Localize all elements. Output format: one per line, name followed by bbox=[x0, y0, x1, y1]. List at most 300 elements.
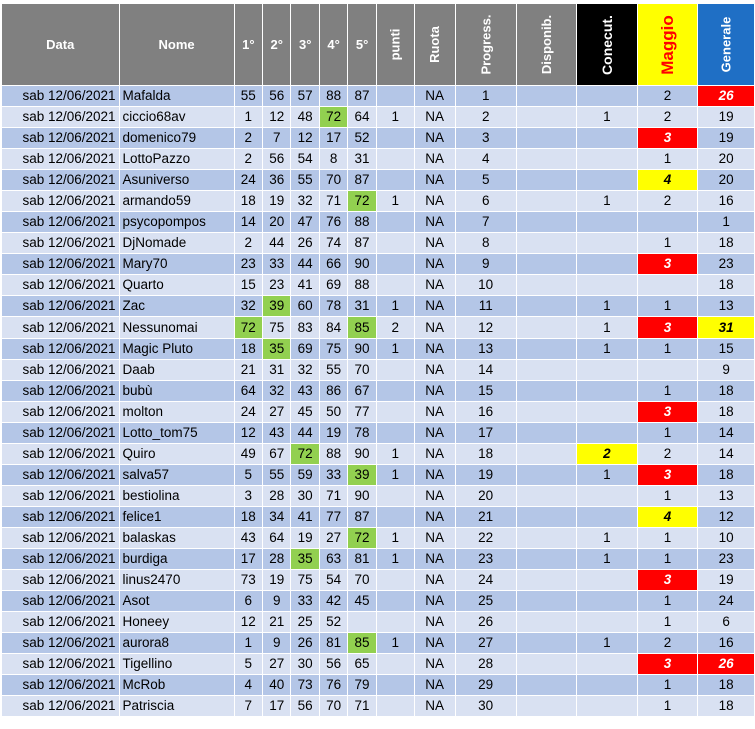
cell-n1[interactable]: 5 bbox=[234, 465, 262, 486]
cell-maggio[interactable]: 4 bbox=[637, 507, 698, 528]
cell-punti[interactable] bbox=[376, 402, 414, 423]
cell-ruota[interactable]: NA bbox=[414, 675, 455, 696]
cell-punti[interactable] bbox=[376, 507, 414, 528]
cell-maggio[interactable]: 1 bbox=[637, 149, 698, 170]
cell-n4[interactable]: 71 bbox=[319, 486, 347, 507]
cell-n1[interactable]: 55 bbox=[234, 86, 262, 107]
cell-n1[interactable]: 73 bbox=[234, 570, 262, 591]
cell-nome[interactable]: salva57 bbox=[119, 465, 234, 486]
cell-ruota[interactable]: NA bbox=[414, 191, 455, 212]
cell-nome[interactable]: Asuniverso bbox=[119, 170, 234, 191]
header-conecut[interactable] bbox=[576, 4, 637, 86]
cell-maggio[interactable]: 1 bbox=[637, 486, 698, 507]
cell-n3[interactable]: 19 bbox=[291, 528, 319, 549]
cell-nome[interactable]: ciccio68av bbox=[119, 107, 234, 128]
cell-maggio[interactable]: 1 bbox=[637, 549, 698, 570]
cell-n2[interactable]: 40 bbox=[263, 675, 291, 696]
cell-n5[interactable]: 90 bbox=[348, 486, 376, 507]
cell-progress[interactable]: 22 bbox=[455, 528, 516, 549]
cell-generale[interactable]: 18 bbox=[698, 275, 755, 296]
cell-nome[interactable]: DjNomade bbox=[119, 233, 234, 254]
cell-generale[interactable]: 23 bbox=[698, 254, 755, 275]
cell-maggio[interactable]: 3 bbox=[637, 317, 698, 339]
cell-data[interactable]: sab 12/06/2021 bbox=[2, 296, 120, 317]
cell-n1[interactable]: 43 bbox=[234, 528, 262, 549]
cell-conecut[interactable] bbox=[576, 654, 637, 675]
cell-n5[interactable]: 70 bbox=[348, 570, 376, 591]
cell-ruota[interactable]: NA bbox=[414, 107, 455, 128]
cell-generale[interactable]: 18 bbox=[698, 696, 755, 717]
cell-n4[interactable]: 8 bbox=[319, 149, 347, 170]
cell-n4[interactable]: 88 bbox=[319, 444, 347, 465]
cell-n1[interactable]: 2 bbox=[234, 128, 262, 149]
cell-maggio[interactable]: 1 bbox=[637, 528, 698, 549]
cell-n3[interactable]: 55 bbox=[291, 170, 319, 191]
cell-n2[interactable]: 44 bbox=[263, 233, 291, 254]
cell-conecut[interactable] bbox=[576, 212, 637, 233]
cell-n3[interactable]: 30 bbox=[291, 486, 319, 507]
cell-n1[interactable]: 24 bbox=[234, 402, 262, 423]
cell-punti[interactable] bbox=[376, 86, 414, 107]
cell-punti[interactable] bbox=[376, 149, 414, 170]
cell-maggio[interactable]: 1 bbox=[637, 381, 698, 402]
cell-data[interactable]: sab 12/06/2021 bbox=[2, 149, 120, 170]
cell-conecut[interactable]: 1 bbox=[576, 339, 637, 360]
cell-progress[interactable]: 24 bbox=[455, 570, 516, 591]
cell-punti[interactable] bbox=[376, 254, 414, 275]
cell-ruota[interactable]: NA bbox=[414, 128, 455, 149]
cell-conecut[interactable]: 2 bbox=[576, 444, 637, 465]
cell-disponib[interactable] bbox=[516, 128, 576, 149]
cell-data[interactable]: sab 12/06/2021 bbox=[2, 107, 120, 128]
cell-nome[interactable]: psycopompos bbox=[119, 212, 234, 233]
cell-data[interactable]: sab 12/06/2021 bbox=[2, 402, 120, 423]
cell-data[interactable]: sab 12/06/2021 bbox=[2, 654, 120, 675]
cell-disponib[interactable] bbox=[516, 591, 576, 612]
cell-conecut[interactable] bbox=[576, 507, 637, 528]
cell-disponib[interactable] bbox=[516, 612, 576, 633]
cell-generale[interactable]: 13 bbox=[698, 296, 755, 317]
cell-disponib[interactable] bbox=[516, 402, 576, 423]
cell-n2[interactable]: 67 bbox=[263, 444, 291, 465]
cell-generale[interactable]: 23 bbox=[698, 549, 755, 570]
cell-n5[interactable]: 88 bbox=[348, 275, 376, 296]
cell-ruota[interactable]: NA bbox=[414, 591, 455, 612]
cell-generale[interactable]: 15 bbox=[698, 339, 755, 360]
cell-n2[interactable]: 27 bbox=[263, 402, 291, 423]
cell-progress[interactable]: 12 bbox=[455, 317, 516, 339]
cell-data[interactable]: sab 12/06/2021 bbox=[2, 360, 120, 381]
cell-n4[interactable]: 86 bbox=[319, 381, 347, 402]
cell-n4[interactable]: 63 bbox=[319, 549, 347, 570]
cell-n1[interactable]: 1 bbox=[234, 107, 262, 128]
cell-progress[interactable]: 19 bbox=[455, 465, 516, 486]
cell-nome[interactable]: armando59 bbox=[119, 191, 234, 212]
cell-n4[interactable]: 55 bbox=[319, 360, 347, 381]
cell-nome[interactable]: McRob bbox=[119, 675, 234, 696]
cell-disponib[interactable] bbox=[516, 360, 576, 381]
cell-maggio[interactable]: 3 bbox=[637, 654, 698, 675]
cell-nome[interactable]: felice1 bbox=[119, 507, 234, 528]
cell-n5[interactable]: 67 bbox=[348, 381, 376, 402]
cell-nome[interactable]: Tigellino bbox=[119, 654, 234, 675]
cell-n3[interactable]: 32 bbox=[291, 360, 319, 381]
cell-n3[interactable]: 35 bbox=[291, 549, 319, 570]
cell-progress[interactable]: 7 bbox=[455, 212, 516, 233]
cell-punti[interactable] bbox=[376, 233, 414, 254]
cell-ruota[interactable]: NA bbox=[414, 233, 455, 254]
cell-conecut[interactable] bbox=[576, 170, 637, 191]
cell-ruota[interactable]: NA bbox=[414, 149, 455, 170]
cell-n1[interactable]: 15 bbox=[234, 275, 262, 296]
cell-maggio[interactable]: 3 bbox=[637, 128, 698, 149]
cell-data[interactable]: sab 12/06/2021 bbox=[2, 339, 120, 360]
cell-n5[interactable]: 87 bbox=[348, 507, 376, 528]
cell-generale[interactable]: 19 bbox=[698, 128, 755, 149]
cell-generale[interactable]: 6 bbox=[698, 612, 755, 633]
cell-n2[interactable]: 17 bbox=[263, 696, 291, 717]
cell-n2[interactable]: 21 bbox=[263, 612, 291, 633]
cell-conecut[interactable]: 1 bbox=[576, 465, 637, 486]
cell-nome[interactable]: molton bbox=[119, 402, 234, 423]
cell-nome[interactable]: Mary70 bbox=[119, 254, 234, 275]
cell-data[interactable]: sab 12/06/2021 bbox=[2, 591, 120, 612]
cell-maggio[interactable]: 3 bbox=[637, 570, 698, 591]
cell-ruota[interactable]: NA bbox=[414, 339, 455, 360]
cell-n4[interactable]: 19 bbox=[319, 423, 347, 444]
cell-conecut[interactable] bbox=[576, 275, 637, 296]
cell-n2[interactable]: 75 bbox=[263, 317, 291, 339]
cell-progress[interactable]: 6 bbox=[455, 191, 516, 212]
cell-nome[interactable]: Patriscia bbox=[119, 696, 234, 717]
cell-nome[interactable]: bestiolina bbox=[119, 486, 234, 507]
cell-n4[interactable]: 27 bbox=[319, 528, 347, 549]
cell-progress[interactable]: 16 bbox=[455, 402, 516, 423]
cell-n4[interactable]: 76 bbox=[319, 212, 347, 233]
cell-disponib[interactable] bbox=[516, 528, 576, 549]
cell-n3[interactable]: 72 bbox=[291, 444, 319, 465]
cell-maggio[interactable]: 3 bbox=[637, 254, 698, 275]
cell-punti[interactable] bbox=[376, 381, 414, 402]
cell-n5[interactable]: 39 bbox=[348, 465, 376, 486]
cell-n1[interactable]: 24 bbox=[234, 170, 262, 191]
cell-n1[interactable]: 4 bbox=[234, 675, 262, 696]
cell-progress[interactable]: 4 bbox=[455, 149, 516, 170]
cell-conecut[interactable] bbox=[576, 570, 637, 591]
cell-n4[interactable]: 50 bbox=[319, 402, 347, 423]
cell-n1[interactable]: 1 bbox=[234, 633, 262, 654]
cell-n5[interactable]: 52 bbox=[348, 128, 376, 149]
cell-n2[interactable]: 19 bbox=[263, 570, 291, 591]
cell-conecut[interactable] bbox=[576, 128, 637, 149]
cell-n1[interactable]: 18 bbox=[234, 191, 262, 212]
cell-disponib[interactable] bbox=[516, 86, 576, 107]
cell-n3[interactable]: 69 bbox=[291, 339, 319, 360]
cell-n5[interactable]: 64 bbox=[348, 107, 376, 128]
cell-n4[interactable]: 33 bbox=[319, 465, 347, 486]
cell-maggio[interactable]: 2 bbox=[637, 107, 698, 128]
cell-ruota[interactable]: NA bbox=[414, 423, 455, 444]
cell-n4[interactable]: 70 bbox=[319, 170, 347, 191]
cell-punti[interactable] bbox=[376, 170, 414, 191]
cell-conecut[interactable] bbox=[576, 591, 637, 612]
cell-progress[interactable]: 25 bbox=[455, 591, 516, 612]
cell-generale[interactable]: 14 bbox=[698, 423, 755, 444]
cell-n5[interactable]: 45 bbox=[348, 591, 376, 612]
cell-disponib[interactable] bbox=[516, 633, 576, 654]
cell-n3[interactable]: 26 bbox=[291, 233, 319, 254]
cell-n3[interactable]: 41 bbox=[291, 507, 319, 528]
cell-disponib[interactable] bbox=[516, 149, 576, 170]
cell-data[interactable]: sab 12/06/2021 bbox=[2, 191, 120, 212]
cell-generale[interactable]: 18 bbox=[698, 233, 755, 254]
cell-nome[interactable]: Nessunomai bbox=[119, 317, 234, 339]
cell-maggio[interactable] bbox=[637, 212, 698, 233]
cell-n2[interactable]: 56 bbox=[263, 149, 291, 170]
cell-progress[interactable]: 23 bbox=[455, 549, 516, 570]
cell-n5[interactable]: 77 bbox=[348, 402, 376, 423]
cell-disponib[interactable] bbox=[516, 254, 576, 275]
cell-disponib[interactable] bbox=[516, 317, 576, 339]
cell-n1[interactable]: 14 bbox=[234, 212, 262, 233]
cell-generale[interactable]: 19 bbox=[698, 570, 755, 591]
cell-ruota[interactable]: NA bbox=[414, 317, 455, 339]
cell-n1[interactable]: 2 bbox=[234, 233, 262, 254]
cell-n2[interactable]: 19 bbox=[263, 191, 291, 212]
cell-progress[interactable]: 21 bbox=[455, 507, 516, 528]
cell-generale[interactable]: 14 bbox=[698, 444, 755, 465]
cell-n2[interactable]: 28 bbox=[263, 549, 291, 570]
cell-generale[interactable]: 18 bbox=[698, 402, 755, 423]
cell-maggio[interactable]: 4 bbox=[637, 170, 698, 191]
cell-n3[interactable]: 47 bbox=[291, 212, 319, 233]
cell-n5[interactable]: 85 bbox=[348, 317, 376, 339]
cell-n2[interactable]: 32 bbox=[263, 381, 291, 402]
cell-nome[interactable]: domenico79 bbox=[119, 128, 234, 149]
cell-n4[interactable]: 81 bbox=[319, 633, 347, 654]
cell-n1[interactable]: 7 bbox=[234, 696, 262, 717]
cell-maggio[interactable] bbox=[637, 275, 698, 296]
cell-nome[interactable]: Magic Pluto bbox=[119, 339, 234, 360]
cell-punti[interactable]: 2 bbox=[376, 317, 414, 339]
cell-conecut[interactable] bbox=[576, 360, 637, 381]
cell-conecut[interactable] bbox=[576, 402, 637, 423]
cell-n3[interactable]: 32 bbox=[291, 191, 319, 212]
cell-n4[interactable]: 76 bbox=[319, 675, 347, 696]
cell-nome[interactable]: LottoPazzo bbox=[119, 149, 234, 170]
cell-n3[interactable]: 57 bbox=[291, 86, 319, 107]
cell-progress[interactable]: 13 bbox=[455, 339, 516, 360]
cell-n4[interactable]: 72 bbox=[319, 107, 347, 128]
cell-n1[interactable]: 2 bbox=[234, 149, 262, 170]
cell-nome[interactable]: burdiga bbox=[119, 549, 234, 570]
cell-punti[interactable] bbox=[376, 654, 414, 675]
cell-n2[interactable]: 43 bbox=[263, 423, 291, 444]
cell-conecut[interactable]: 1 bbox=[576, 633, 637, 654]
cell-ruota[interactable]: NA bbox=[414, 170, 455, 191]
cell-progress[interactable]: 18 bbox=[455, 444, 516, 465]
cell-n3[interactable]: 75 bbox=[291, 570, 319, 591]
cell-n4[interactable]: 88 bbox=[319, 86, 347, 107]
cell-progress[interactable]: 9 bbox=[455, 254, 516, 275]
cell-disponib[interactable] bbox=[516, 212, 576, 233]
cell-n5[interactable]: 31 bbox=[348, 296, 376, 317]
cell-progress[interactable]: 1 bbox=[455, 86, 516, 107]
cell-n5[interactable] bbox=[348, 612, 376, 633]
cell-n4[interactable]: 75 bbox=[319, 339, 347, 360]
cell-n2[interactable]: 27 bbox=[263, 654, 291, 675]
cell-n2[interactable]: 9 bbox=[263, 633, 291, 654]
cell-nome[interactable]: Honeey bbox=[119, 612, 234, 633]
cell-generale[interactable]: 20 bbox=[698, 170, 755, 191]
cell-nome[interactable]: balaskas bbox=[119, 528, 234, 549]
cell-n5[interactable]: 87 bbox=[348, 233, 376, 254]
cell-n3[interactable]: 33 bbox=[291, 591, 319, 612]
cell-n4[interactable]: 70 bbox=[319, 696, 347, 717]
cell-conecut[interactable] bbox=[576, 423, 637, 444]
cell-conecut[interactable] bbox=[576, 612, 637, 633]
cell-ruota[interactable]: NA bbox=[414, 570, 455, 591]
cell-generale[interactable]: 26 bbox=[698, 654, 755, 675]
cell-data[interactable]: sab 12/06/2021 bbox=[2, 275, 120, 296]
cell-data[interactable]: sab 12/06/2021 bbox=[2, 465, 120, 486]
cell-generale[interactable]: 13 bbox=[698, 486, 755, 507]
cell-disponib[interactable] bbox=[516, 444, 576, 465]
cell-n3[interactable]: 12 bbox=[291, 128, 319, 149]
cell-n4[interactable]: 42 bbox=[319, 591, 347, 612]
cell-n4[interactable]: 69 bbox=[319, 275, 347, 296]
cell-n1[interactable]: 21 bbox=[234, 360, 262, 381]
cell-conecut[interactable] bbox=[576, 675, 637, 696]
cell-generale[interactable]: 12 bbox=[698, 507, 755, 528]
cell-ruota[interactable]: NA bbox=[414, 254, 455, 275]
cell-punti[interactable] bbox=[376, 591, 414, 612]
cell-progress[interactable]: 15 bbox=[455, 381, 516, 402]
cell-punti[interactable] bbox=[376, 696, 414, 717]
cell-data[interactable]: sab 12/06/2021 bbox=[2, 696, 120, 717]
cell-generale[interactable]: 24 bbox=[698, 591, 755, 612]
cell-disponib[interactable] bbox=[516, 275, 576, 296]
cell-progress[interactable]: 30 bbox=[455, 696, 516, 717]
cell-disponib[interactable] bbox=[516, 423, 576, 444]
cell-n4[interactable]: 84 bbox=[319, 317, 347, 339]
cell-disponib[interactable] bbox=[516, 339, 576, 360]
cell-maggio[interactable]: 1 bbox=[637, 423, 698, 444]
cell-n1[interactable]: 32 bbox=[234, 296, 262, 317]
cell-n1[interactable]: 18 bbox=[234, 339, 262, 360]
cell-n3[interactable]: 26 bbox=[291, 633, 319, 654]
cell-data[interactable]: sab 12/06/2021 bbox=[2, 675, 120, 696]
cell-maggio[interactable]: 2 bbox=[637, 633, 698, 654]
cell-maggio[interactable]: 3 bbox=[637, 465, 698, 486]
cell-n1[interactable]: 49 bbox=[234, 444, 262, 465]
cell-n1[interactable]: 3 bbox=[234, 486, 262, 507]
cell-disponib[interactable] bbox=[516, 465, 576, 486]
header-ruota[interactable] bbox=[414, 4, 455, 86]
cell-conecut[interactable]: 1 bbox=[576, 296, 637, 317]
cell-maggio[interactable]: 1 bbox=[637, 591, 698, 612]
header-punti[interactable] bbox=[376, 4, 414, 86]
cell-punti[interactable]: 1 bbox=[376, 296, 414, 317]
cell-punti[interactable]: 1 bbox=[376, 444, 414, 465]
cell-disponib[interactable] bbox=[516, 381, 576, 402]
cell-nome[interactable]: Asot bbox=[119, 591, 234, 612]
cell-nome[interactable]: Quiro bbox=[119, 444, 234, 465]
header-5[interactable]: 5° bbox=[348, 4, 376, 86]
cell-n4[interactable]: 52 bbox=[319, 612, 347, 633]
cell-n2[interactable]: 20 bbox=[263, 212, 291, 233]
cell-punti[interactable] bbox=[376, 675, 414, 696]
cell-n3[interactable]: 43 bbox=[291, 381, 319, 402]
header-maggio[interactable] bbox=[637, 4, 698, 86]
cell-ruota[interactable]: NA bbox=[414, 444, 455, 465]
cell-maggio[interactable]: 1 bbox=[637, 296, 698, 317]
cell-nome[interactable]: Mafalda bbox=[119, 86, 234, 107]
cell-n5[interactable]: 81 bbox=[348, 549, 376, 570]
cell-n3[interactable]: 59 bbox=[291, 465, 319, 486]
cell-n3[interactable]: 54 bbox=[291, 149, 319, 170]
cell-ruota[interactable]: NA bbox=[414, 402, 455, 423]
cell-n3[interactable]: 41 bbox=[291, 275, 319, 296]
cell-ruota[interactable]: NA bbox=[414, 654, 455, 675]
cell-n5[interactable]: 72 bbox=[348, 528, 376, 549]
cell-n1[interactable]: 12 bbox=[234, 423, 262, 444]
cell-progress[interactable]: 17 bbox=[455, 423, 516, 444]
cell-n1[interactable]: 72 bbox=[234, 317, 262, 339]
cell-data[interactable]: sab 12/06/2021 bbox=[2, 486, 120, 507]
cell-progress[interactable]: 5 bbox=[455, 170, 516, 191]
cell-nome[interactable]: Daab bbox=[119, 360, 234, 381]
header-3[interactable]: 3° bbox=[291, 4, 319, 86]
cell-n3[interactable]: 44 bbox=[291, 423, 319, 444]
cell-disponib[interactable] bbox=[516, 696, 576, 717]
cell-progress[interactable]: 2 bbox=[455, 107, 516, 128]
cell-progress[interactable]: 20 bbox=[455, 486, 516, 507]
cell-generale[interactable]: 31 bbox=[698, 317, 755, 339]
cell-disponib[interactable] bbox=[516, 570, 576, 591]
cell-n5[interactable]: 31 bbox=[348, 149, 376, 170]
cell-n2[interactable]: 23 bbox=[263, 275, 291, 296]
cell-n2[interactable]: 36 bbox=[263, 170, 291, 191]
cell-n5[interactable]: 85 bbox=[348, 633, 376, 654]
cell-ruota[interactable]: NA bbox=[414, 486, 455, 507]
cell-n1[interactable]: 18 bbox=[234, 507, 262, 528]
cell-n5[interactable]: 79 bbox=[348, 675, 376, 696]
cell-n5[interactable]: 70 bbox=[348, 360, 376, 381]
cell-maggio[interactable]: 2 bbox=[637, 444, 698, 465]
cell-n4[interactable]: 77 bbox=[319, 507, 347, 528]
cell-data[interactable]: sab 12/06/2021 bbox=[2, 633, 120, 654]
cell-conecut[interactable]: 1 bbox=[576, 549, 637, 570]
cell-conecut[interactable] bbox=[576, 149, 637, 170]
cell-maggio[interactable]: 1 bbox=[637, 696, 698, 717]
cell-n1[interactable]: 64 bbox=[234, 381, 262, 402]
cell-generale[interactable]: 10 bbox=[698, 528, 755, 549]
cell-data[interactable]: sab 12/06/2021 bbox=[2, 233, 120, 254]
cell-ruota[interactable]: NA bbox=[414, 86, 455, 107]
cell-generale[interactable]: 18 bbox=[698, 381, 755, 402]
cell-conecut[interactable]: 1 bbox=[576, 317, 637, 339]
cell-maggio[interactable]: 3 bbox=[637, 402, 698, 423]
cell-ruota[interactable]: NA bbox=[414, 296, 455, 317]
header-progress[interactable] bbox=[455, 4, 516, 86]
cell-data[interactable]: sab 12/06/2021 bbox=[2, 212, 120, 233]
cell-conecut[interactable] bbox=[576, 233, 637, 254]
cell-generale[interactable]: 16 bbox=[698, 633, 755, 654]
cell-conecut[interactable] bbox=[576, 254, 637, 275]
cell-maggio[interactable]: 1 bbox=[637, 233, 698, 254]
cell-n1[interactable]: 12 bbox=[234, 612, 262, 633]
